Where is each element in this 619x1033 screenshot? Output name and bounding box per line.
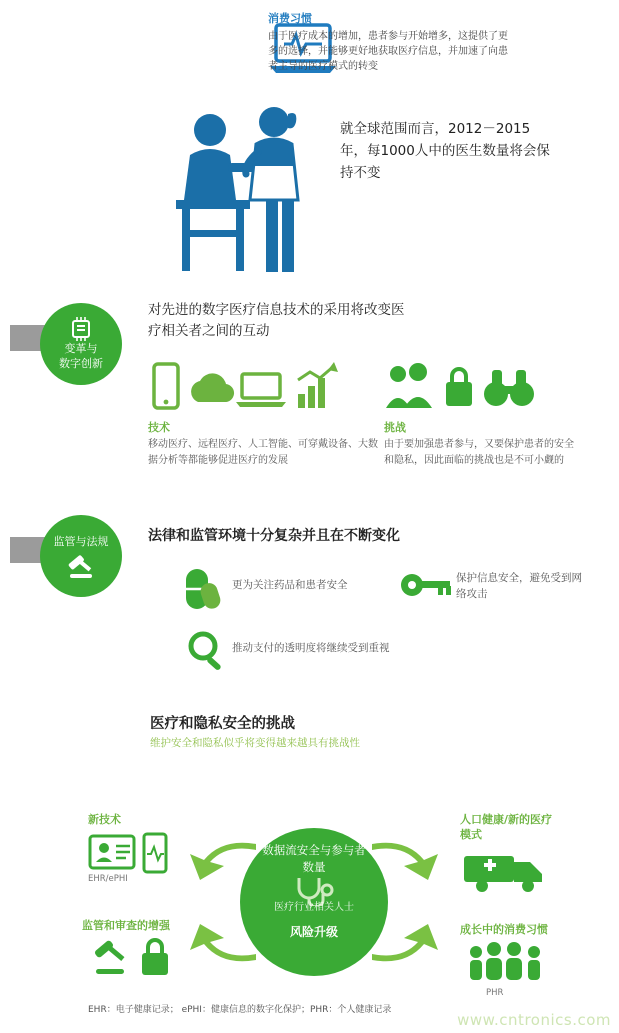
badge-innovation xyxy=(10,303,130,385)
ambulance-icon xyxy=(462,850,552,894)
gavel-icon xyxy=(66,553,96,579)
privacy-challenge-subtitle: 维护安全和隐私似乎将变得越来越具有挑战性 xyxy=(150,737,360,749)
consumer-habits-block xyxy=(268,10,508,74)
footnote: EHR：电子健康记录； ePHI：健康信息的数字化保护；PHR：个人健康记录 xyxy=(88,1005,392,1015)
people-group-icon xyxy=(466,940,550,982)
regulation-item-1-text: 更为关注药品和患者安全 xyxy=(232,579,348,591)
challenge-label: 挑战 xyxy=(384,421,406,434)
center-middle-text: 医疗行业相关人士 xyxy=(274,902,354,913)
challenge-icon-row xyxy=(384,360,534,412)
regulation-heading: 法律和监管环境十分复杂并且在不断变化 xyxy=(148,528,400,544)
new-tech-icons xyxy=(88,832,168,874)
badge-innovation-line1: 变革与 xyxy=(64,342,98,355)
badge-innovation-circle xyxy=(40,303,122,385)
technology-icon-row xyxy=(150,360,340,412)
center-bottom-text: 风险升级 xyxy=(289,925,338,939)
watermark: www.cntronics.com xyxy=(457,1011,611,1029)
key-icon xyxy=(400,570,452,600)
center-top-text: 数据流安全与参与者数量 xyxy=(262,843,366,874)
magnifier-icon xyxy=(186,630,228,672)
challenge-body: 由于要加强患者参与，又要保护患者的安全和隐私，因此面临的挑战也是不可小觑的 xyxy=(384,439,574,466)
center-circle xyxy=(240,828,388,976)
technology-body: 移动医疗、远程医疗、人工智能、可穿戴设备、大数据分析等都能够促进医疗的发展 xyxy=(148,439,378,466)
capsule-pill-icon xyxy=(180,565,224,613)
consumer-habits-body: 由于医疗成本的增加，患者参与开始增多，这提供了更多的选择，并能够更好地获取医疗信息，并加速了向患者主导的医疗模式的转变 xyxy=(268,31,508,72)
innovation-heading: 对先进的数字医疗信息技术的采用将改变医疗相关者之间的互动 xyxy=(148,302,405,339)
technology-label: 技术 xyxy=(148,421,170,434)
quadrant-top-left-sub: EHR/ePHI xyxy=(88,874,128,884)
global-physician-stat: 就全球范围而言，2012－2015年，每1000人中的医生数量将会保持不变 xyxy=(340,121,550,181)
badge-regulation xyxy=(10,515,130,597)
doctor-patient-illustration xyxy=(170,100,330,275)
quadrant-bottom-right-sub: PHR xyxy=(486,988,504,998)
badge-regulation-circle xyxy=(40,515,122,597)
badge-innovation-line2: 数字创新 xyxy=(59,357,103,370)
chip-innovation-icon xyxy=(68,317,94,341)
consumer-habits-title: 消费习惯 xyxy=(268,12,312,25)
regulation-audit-icons xyxy=(92,935,172,979)
quadrant-top-right-label: 人口健康/新的医疗模式 xyxy=(460,813,553,841)
quadrant-bottom-left-label: 监管和审查的增强 xyxy=(82,919,170,932)
regulation-item-2-text: 保护信息安全，避免受到网络攻击 xyxy=(456,572,582,600)
quadrant-top-left-label: 新技术 xyxy=(88,813,121,826)
privacy-challenge-title: 医疗和隐私安全的挑战 xyxy=(150,716,295,732)
quadrant-bottom-right-label: 成长中的消费习惯 xyxy=(460,923,548,936)
regulation-item-3-text: 推动支付的透明度将继续受到重视 xyxy=(232,642,390,654)
badge-regulation-label: 监管与法规 xyxy=(53,534,109,548)
